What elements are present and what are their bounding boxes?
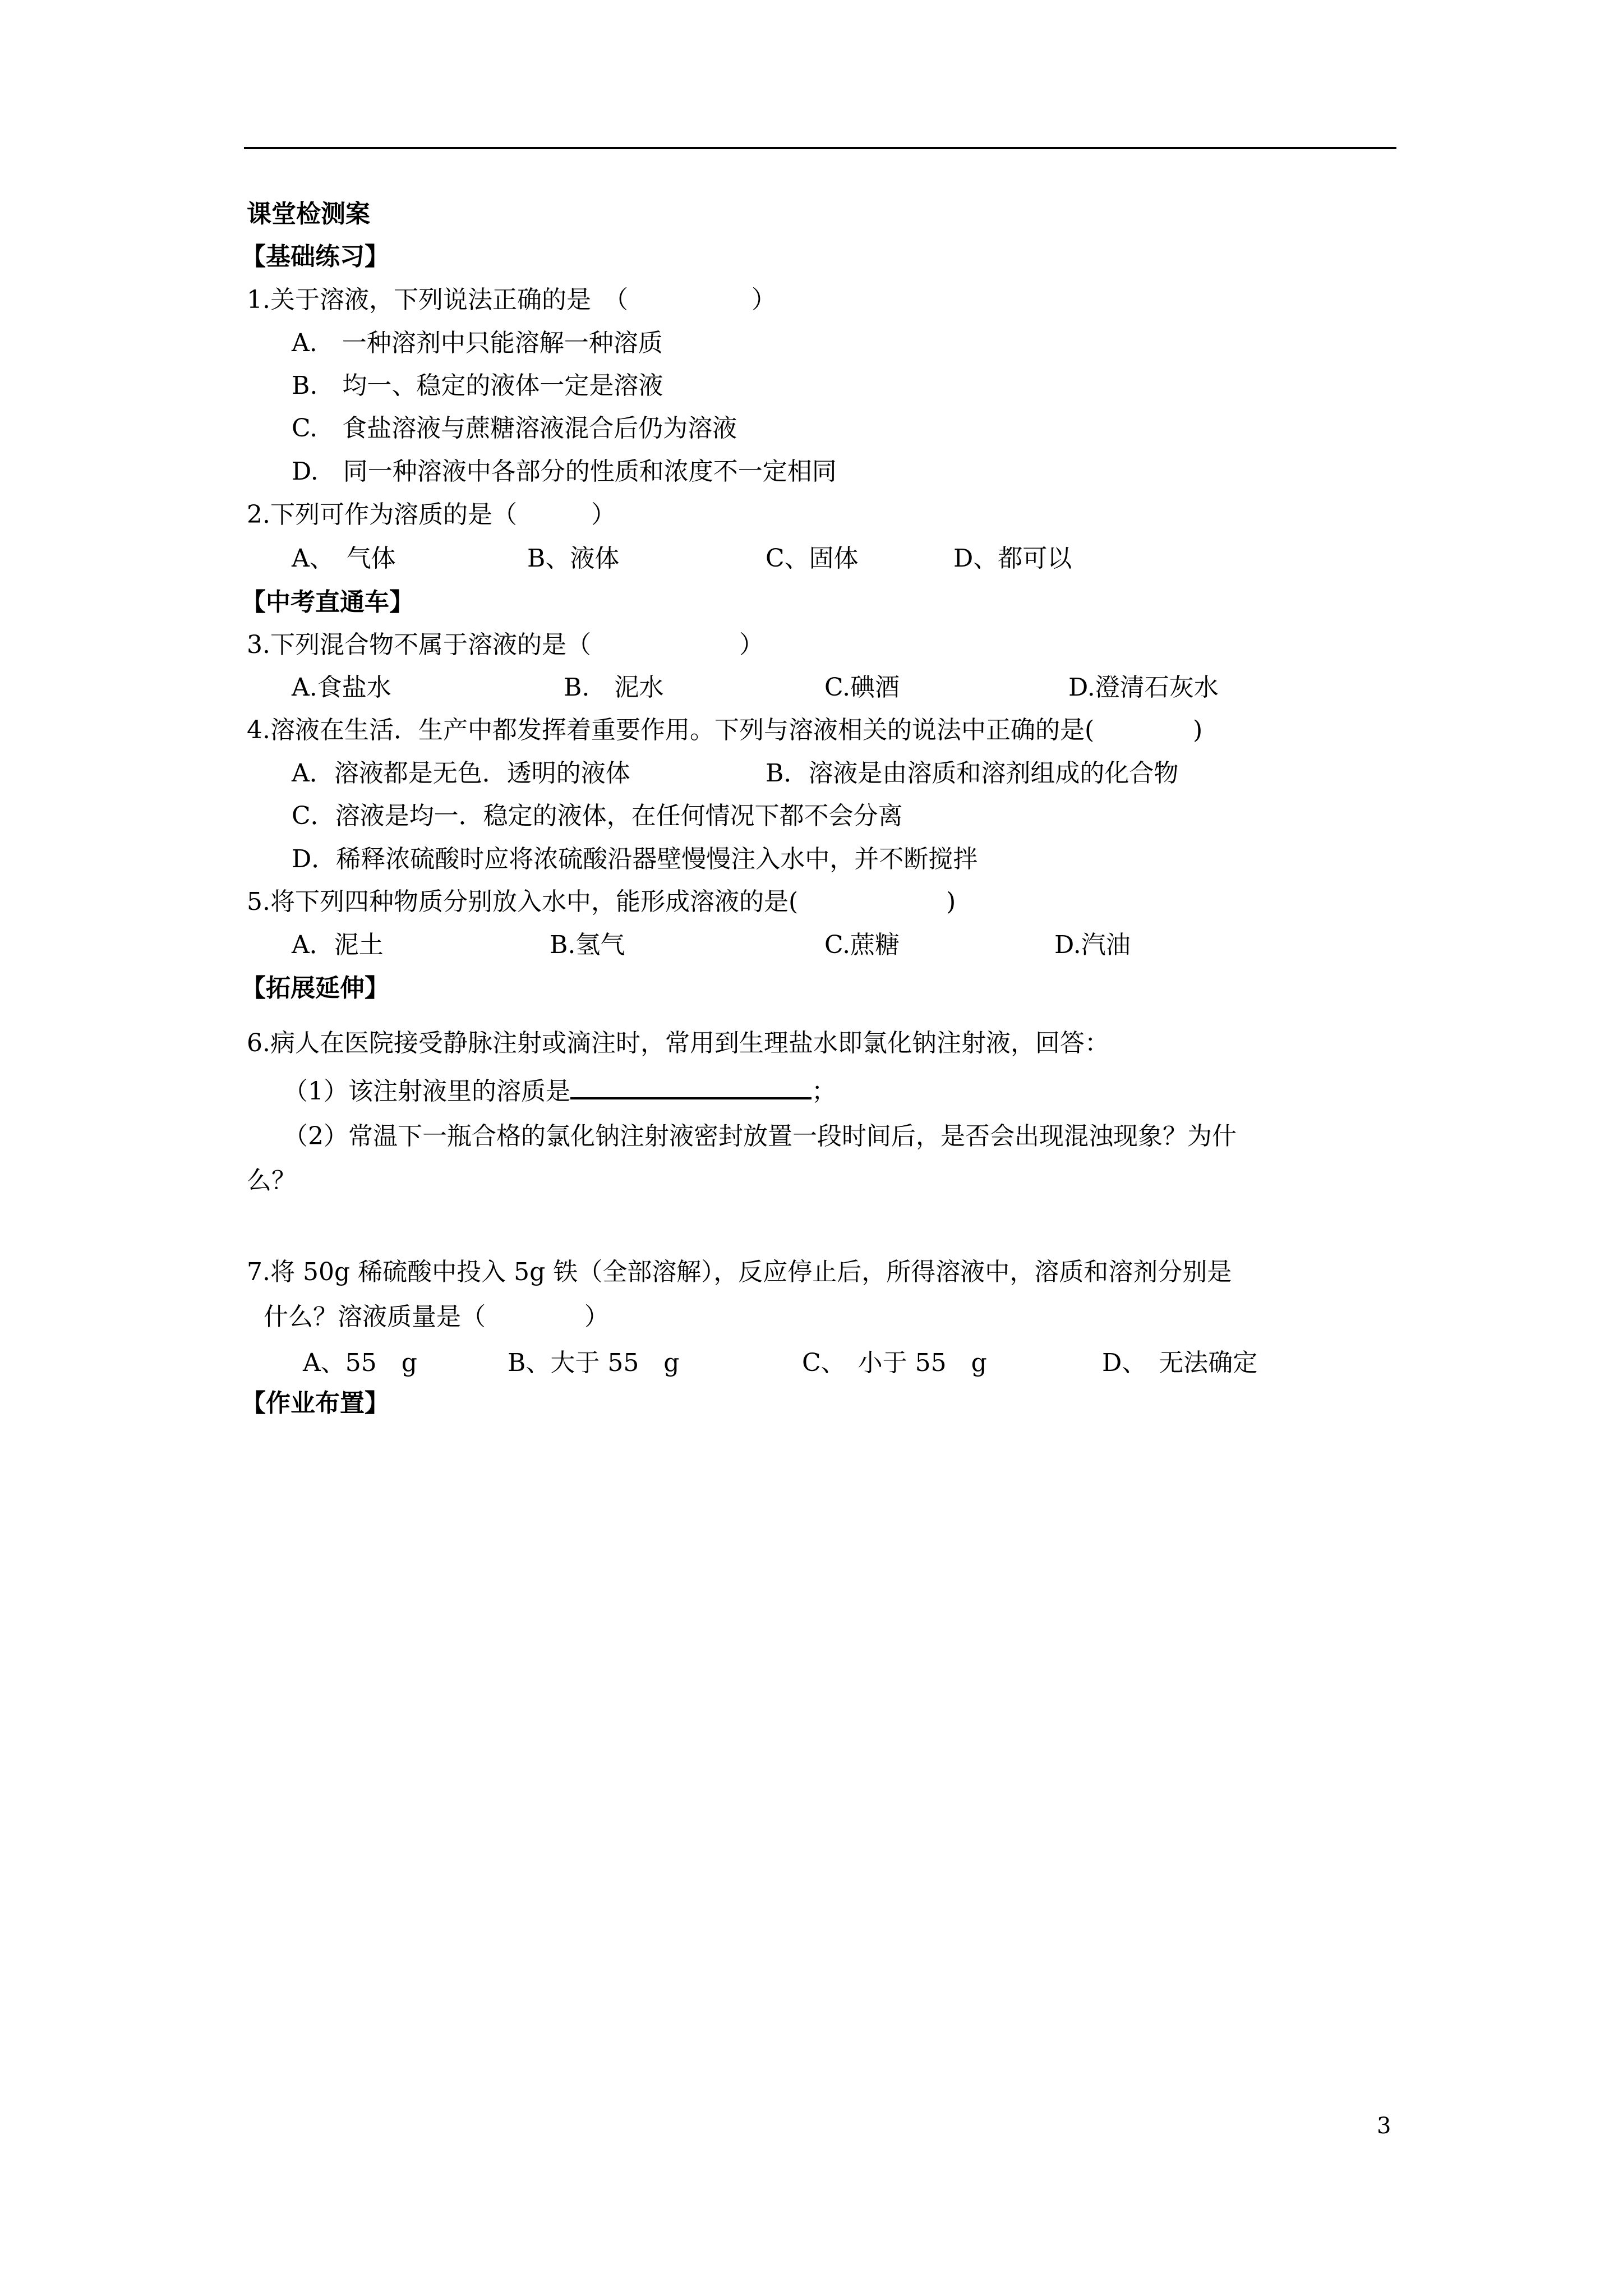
question-3-options: [0, 671, 1623, 705]
question-5-option-d: D.汽油: [1054, 931, 1131, 959]
question-4-stem: 4.溶液在生活．生产中都发挥着重要作用。下列与溶液相关的说法中正确的是( ): [247, 716, 1203, 744]
header-rule: [244, 147, 1396, 149]
section-heading-extend: 【拓展延伸】: [241, 974, 389, 1002]
question-4-options-row: [0, 757, 1623, 790]
question-6-part-2-line-2: 么？: [247, 1166, 296, 1195]
page-number: 3: [1377, 2113, 1391, 2139]
answer-blank[interactable]: [570, 1073, 811, 1099]
question-7-stem-line-1: 7.将 50g 稀硫酸中投入 5g 铁（全部溶解），反应停止后，所得溶液中，溶质和溶剂分别是: [247, 1258, 1232, 1286]
question-3-stem: 3.下列混合物不属于溶液的是（ ）: [247, 631, 764, 659]
question-7-option-b: B、大于 55 g: [508, 1349, 680, 1377]
question-5-option-c: C.蔗糖: [824, 931, 900, 959]
question-6-part-1: [283, 1073, 836, 1108]
question-7-stem-line-2: 什么？溶液质量是（ ）: [264, 1303, 609, 1331]
question-5-option-a: A．泥土: [292, 931, 384, 959]
question-3-option-c: C.碘酒: [824, 673, 900, 702]
question-7-option-c: C、 小于 55 g: [802, 1349, 987, 1377]
question-1-option-d: D. 同一种溶液中各部分的性质和浓度不一定相同: [292, 457, 837, 486]
question-7-options: [0, 1346, 1623, 1380]
section-heading-exam: 【中考直通车】: [241, 588, 414, 616]
question-6-part-2-line-1: （2）常温下一瓶合格的氯化钠注射液密封放置一段时间后，是否会出现混浊现象？为什: [283, 1122, 1237, 1151]
question-6-part-1-suffix: ；: [811, 1077, 836, 1106]
question-4-option-c: C．溶液是均一．稳定的液体，在任何情况下都不会分离: [292, 802, 903, 830]
question-2-option-a: A、 气体: [292, 544, 396, 573]
question-3-option-b: B. 泥水: [564, 673, 664, 702]
question-7-option-a: A、55 g: [303, 1349, 417, 1377]
question-1-stem: 1.关于溶液，下列说法正确的是 （ ）: [247, 286, 776, 314]
question-1-option-b: B. 均一、稳定的液体一定是溶液: [292, 371, 663, 400]
question-1-option-c: C. 食盐溶液与蔗糖溶液混合后仍为溶液: [292, 414, 737, 443]
question-4-option-d: D．稀释浓硫酸时应将浓硫酸沿器壁慢慢注入水中，并不断搅拌: [292, 845, 978, 873]
question-2-option-b: B、液体: [527, 544, 620, 573]
question-2-stem: 2.下列可作为溶质的是（ ）: [247, 500, 616, 529]
question-2-option-c: C、固体: [766, 544, 859, 573]
question-6-stem: 6.病人在医院接受静脉注射或滴注时，常用到生理盐水即氯化钠注射液，回答：: [247, 1029, 1109, 1057]
question-6-part-1-text: （1）该注射液里的溶质是: [283, 1077, 570, 1106]
question-5-option-b: B.氢气: [550, 931, 625, 959]
section-heading-basic: 【基础练习】: [241, 242, 389, 271]
question-5-stem: 5.将下列四种物质分别放入水中，能形成溶液的是( ): [247, 887, 956, 916]
question-5-options: [0, 928, 1623, 962]
question-2-option-d: D、都可以: [953, 544, 1072, 573]
question-1-option-a: A. 一种溶剂中只能溶解一种溶质: [292, 329, 663, 357]
question-3-option-a: A.食盐水: [292, 673, 391, 702]
question-4-option-b: B．溶液是由溶质和溶剂组成的化合物: [766, 759, 1179, 788]
page-title: 课堂检测案: [247, 200, 370, 228]
section-heading-homework: 【作业布置】: [241, 1389, 389, 1418]
question-7-option-d: D、 无法确定: [1102, 1349, 1258, 1377]
question-4-option-a: A．溶液都是无色．透明的液体: [292, 759, 630, 788]
question-3-option-d: D.澄清石灰水: [1068, 673, 1219, 702]
question-2-options: [0, 542, 1623, 576]
